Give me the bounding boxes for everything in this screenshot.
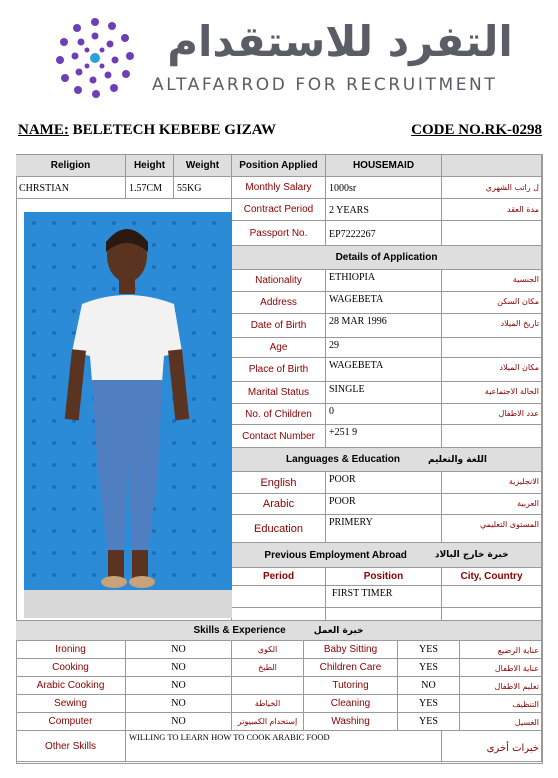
candidate-photo — [24, 212, 232, 618]
skill-arabic: تعليم الاطفال — [460, 677, 542, 695]
other-skills-label: Other Skills — [16, 731, 126, 762]
passport-label: Passport No. — [232, 221, 326, 246]
detail-value: ETHIOPIA — [326, 270, 442, 292]
language-arabic: الانجليزية — [442, 472, 542, 494]
skill-value: NO — [126, 659, 232, 677]
detail-arabic: الحالة الاجتماعية — [442, 382, 542, 404]
contract-label: Contract Period — [232, 199, 326, 221]
candidate-name: NAME: BELETECH KEBEBE GIZAW — [18, 122, 276, 138]
passport-blank — [442, 221, 542, 246]
details-header: Details of Application — [232, 246, 542, 270]
previous-employment-header: Previous Employment Abroad خبرة خارج البالاد — [232, 543, 542, 568]
detail-label: Date of Birth — [232, 314, 326, 338]
detail-value: SINGLE — [326, 382, 442, 404]
skill-label: Cleaning — [304, 695, 398, 713]
height-value: 1.57CM — [126, 177, 174, 199]
skill-arabic: الغسيل — [460, 713, 542, 731]
detail-arabic: تاريخ الميلاد — [442, 314, 542, 338]
detail-value: WAGEBETA — [326, 358, 442, 382]
skill-arabic: الطبخ — [232, 659, 304, 677]
header-blank — [442, 155, 542, 177]
detail-label: Address — [232, 292, 326, 314]
prev-position: FIRST TIMER — [326, 586, 442, 608]
detail-value: 0 — [326, 404, 442, 425]
detail-label: Contact Number — [232, 425, 326, 448]
detail-arabic: الجنسية — [442, 270, 542, 292]
prev-blank-3 — [442, 608, 542, 621]
skill-label: Sewing — [16, 695, 126, 713]
detail-value: +251 9 — [326, 425, 442, 448]
detail-arabic: مكان الميلاد — [442, 358, 542, 382]
skill-arabic: إستخدام الكمبيوتر — [232, 713, 304, 731]
contract-arabic: مدة العقد — [442, 199, 542, 221]
other-skills-arabic: خبرات أخرى — [442, 731, 542, 762]
detail-label: Nationality — [232, 270, 326, 292]
skill-label: Children Care — [304, 659, 398, 677]
prev-period — [232, 586, 326, 608]
brand-english: ALTAFARROD FOR RECRUITMENT — [152, 75, 498, 95]
skill-value: YES — [398, 659, 460, 677]
skill-value: NO — [398, 677, 460, 695]
detail-value: 28 MAR 1996 — [326, 314, 442, 338]
position-value: HOUSEMAID — [326, 155, 442, 177]
language-value: PRIMERY — [326, 515, 442, 543]
religion-value: CHRSTIAN — [16, 177, 126, 199]
skill-value: NO — [126, 695, 232, 713]
skill-value: NO — [126, 713, 232, 731]
prev-city — [442, 586, 542, 608]
detail-label: Age — [232, 338, 326, 358]
skill-value: YES — [398, 695, 460, 713]
salary-label: Monthly Salary — [232, 177, 326, 199]
language-label: English — [232, 472, 326, 494]
prev-blank-2 — [326, 608, 442, 621]
skill-value: NO — [126, 677, 232, 695]
position-header: Position — [326, 568, 442, 586]
passport-value: EP7222267 — [326, 221, 442, 246]
skill-arabic: عناية الاطفال — [460, 659, 542, 677]
skill-label: Washing — [304, 713, 398, 731]
detail-arabic: عدد الاطفال — [442, 404, 542, 425]
weight-header: Weight — [174, 155, 232, 177]
skill-arabic — [232, 677, 304, 695]
candidate-code: CODE NO.RK-0298 — [411, 122, 542, 138]
position-applied-header: Position Applied — [232, 155, 326, 177]
skill-arabic: الخياطة — [232, 695, 304, 713]
languages-header: Languages & Education اللغة والتعليم — [232, 448, 542, 472]
skills-header: Skills & Experience خبرة العمل — [16, 621, 542, 641]
city-country-header: City, Country — [442, 568, 542, 586]
skill-label: Ironing — [16, 641, 126, 659]
skill-arabic: عناية الرضيع — [460, 641, 542, 659]
language-arabic: العربية — [442, 494, 542, 515]
detail-label: No. of Children — [232, 404, 326, 425]
weight-value: 55KG — [174, 177, 232, 199]
skill-label: Cooking — [16, 659, 126, 677]
company-logo — [50, 14, 140, 104]
skill-label: Arabic Cooking — [16, 677, 126, 695]
detail-value: 29 — [326, 338, 442, 358]
skill-arabic: الكوي — [232, 641, 304, 659]
detail-arabic — [442, 338, 542, 358]
contract-value: 2 YEARS — [326, 199, 442, 221]
religion-header: Religion — [16, 155, 126, 177]
skill-value: YES — [398, 713, 460, 731]
skill-value: NO — [126, 641, 232, 659]
language-value: POOR — [326, 472, 442, 494]
language-arabic: المستوى التعليمي — [442, 515, 542, 543]
period-header: Period — [232, 568, 326, 586]
brand-arabic: التفرد للاستقدام — [167, 17, 513, 66]
detail-value: WAGEBETA — [326, 292, 442, 314]
detail-label: Place of Birth — [232, 358, 326, 382]
skill-value: YES — [398, 641, 460, 659]
other-skills-value: WILLING TO LEARN HOW TO COOK ARABIC FOOD — [126, 731, 442, 762]
height-header: Height — [126, 155, 174, 177]
skill-label: Baby Sitting — [304, 641, 398, 659]
skill-arabic: التنظيف — [460, 695, 542, 713]
language-value: POOR — [326, 494, 442, 515]
skill-label: Tutoring — [304, 677, 398, 695]
language-label: Education — [232, 515, 326, 543]
skill-label: Computer — [16, 713, 126, 731]
detail-arabic: مكان السكن — [442, 292, 542, 314]
detail-arabic — [442, 425, 542, 448]
language-label: Arabic — [232, 494, 326, 515]
salary-arabic: ل راتب الشهري — [442, 177, 542, 199]
detail-label: Marital Status — [232, 382, 326, 404]
prev-blank-1 — [232, 608, 326, 621]
salary-value: 1000sr — [326, 177, 442, 199]
